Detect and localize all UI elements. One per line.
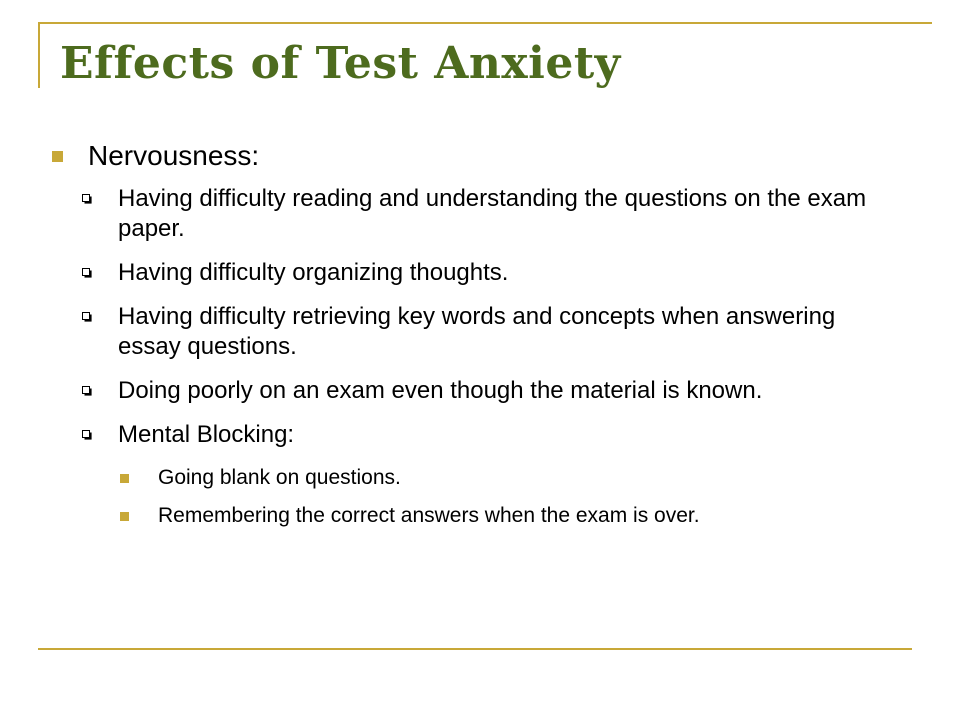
sub-sub-bullet-text: Going blank on questions. xyxy=(158,466,401,489)
sub-sub-bullet-list xyxy=(52,464,882,530)
sub-sub-bullet-text: Remembering the correct answers when the exam is over. xyxy=(158,504,700,527)
hollow-square-bullet-icon xyxy=(82,194,92,204)
hollow-square-bullet-icon xyxy=(82,386,92,396)
square-bullet-icon xyxy=(120,512,129,521)
bullet-text: Nervousness: xyxy=(88,140,260,171)
square-bullet-icon xyxy=(120,474,129,483)
sub-bullet-text: Having difficulty organizing thoughts. xyxy=(118,259,509,286)
hollow-square-bullet-icon xyxy=(82,430,92,440)
slide-title: Effects of Test Anxiety xyxy=(60,38,621,89)
top-divider-line xyxy=(38,22,932,24)
sub-bullet-item xyxy=(52,376,882,406)
sub-bullet-list xyxy=(52,184,882,450)
left-divider-line xyxy=(38,22,40,88)
sub-sub-bullet-item xyxy=(52,464,882,492)
sub-bullet-item xyxy=(52,420,882,450)
sub-bullet-item xyxy=(52,258,882,288)
bullet-list xyxy=(52,136,882,176)
sub-bullet-item xyxy=(52,184,882,244)
sub-bullet-item xyxy=(52,302,882,362)
bullet-item-nervousness xyxy=(52,136,882,176)
sub-bullet-text: Mental Blocking: xyxy=(118,421,295,448)
hollow-square-bullet-icon xyxy=(82,268,92,278)
sub-bullet-text: Having difficulty retrieving key words and concepts when answering essay questions. xyxy=(118,303,836,360)
slide-content xyxy=(52,136,882,540)
square-bullet-icon xyxy=(52,151,63,162)
hollow-square-bullet-icon xyxy=(82,312,92,322)
bottom-divider-line xyxy=(38,648,912,650)
sub-bullet-text: Doing poorly on an exam even though the material is known. xyxy=(118,377,763,404)
sub-bullet-text: Having difficulty reading and understanding the questions on the exam paper. xyxy=(118,185,867,242)
sub-sub-bullet-item xyxy=(52,502,882,530)
